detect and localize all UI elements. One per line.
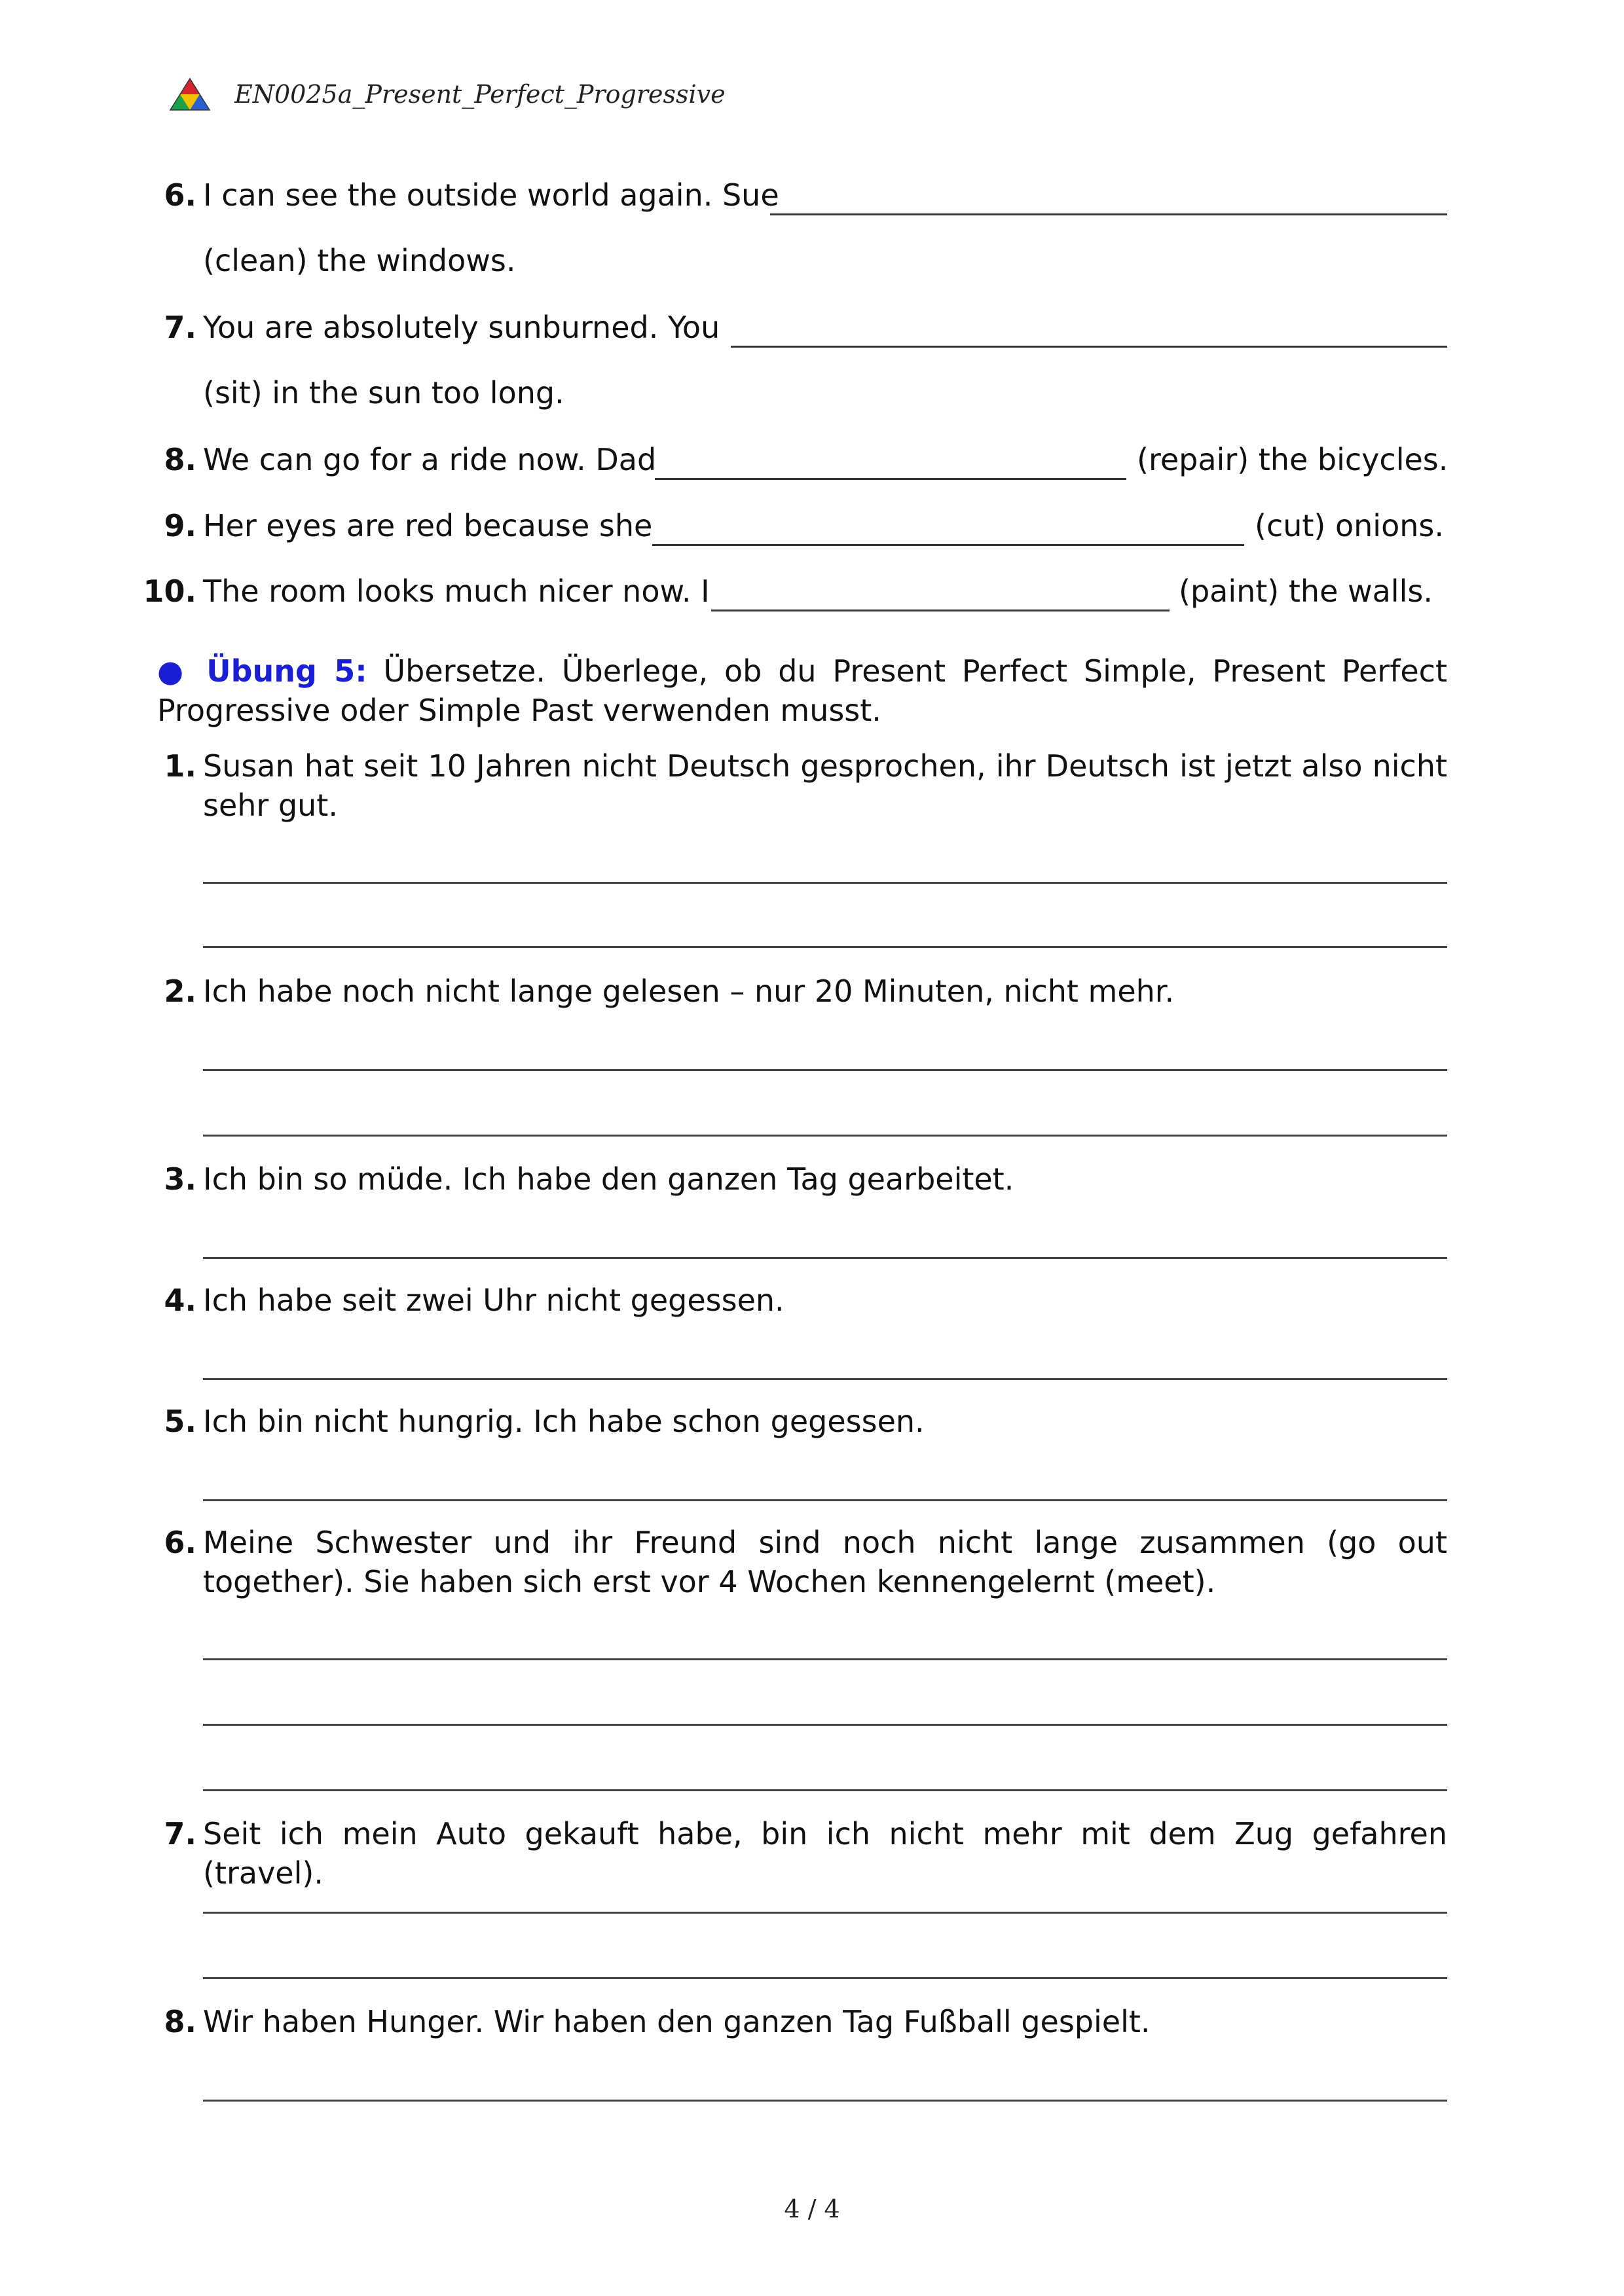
answer-line[interactable]	[203, 1912, 1447, 1914]
item-text: You are absolutely sunburned. You	[203, 310, 720, 345]
translation-prompt-8: Wir haben Hunger. Wir haben den ganzen Tag Fußball gespielt.	[203, 2004, 1151, 2039]
item-text: We can go for a ride now. Dad	[203, 442, 657, 477]
exercise-5-instruction	[157, 651, 1447, 691]
translation-prompt-7: Seit ich mein Auto gekauft habe, bin ich nicht mehr mit dem Zug gefahren (travel).	[203, 1816, 1447, 1891]
page-number: 4 / 4	[784, 2195, 840, 2223]
document-title: EN0025a_Present_Perfect_Progressive	[234, 80, 726, 109]
answer-blank[interactable]	[711, 610, 1170, 611]
item-number: 8.	[164, 442, 196, 477]
verb-hint: (paint) the walls.	[1179, 574, 1433, 609]
item-number: 6.	[164, 1525, 196, 1560]
item-number: 3.	[164, 1161, 196, 1197]
item-text: I can see the outside world again. Sue	[203, 177, 779, 213]
item-text: The room looks much nicer now. I	[203, 574, 710, 609]
answer-blank[interactable]	[731, 346, 1447, 348]
translation-prompt-3: Ich bin so müde. Ich habe den ganzen Tag gearbeitet.	[203, 1161, 1014, 1197]
answer-line[interactable]	[203, 1789, 1447, 1791]
item-number: 6.	[164, 177, 196, 213]
translation-prompt-6: Meine Schwester und ihr Freund sind noch nicht lange zusammen (go out together). Sie haben sich erst vor 4 Wochen kennengelernt (meet).	[203, 1525, 1447, 1599]
item-number: 7.	[164, 1816, 196, 1851]
answer-line[interactable]	[203, 2100, 1447, 2102]
answer-line[interactable]	[203, 1724, 1447, 1726]
translation-prompt-4: Ich habe seit zwei Uhr nicht gegessen.	[203, 1283, 784, 1318]
item-number: 4.	[164, 1283, 196, 1318]
verb-hint: (cut) onions.	[1255, 508, 1444, 543]
item-number: 9.	[164, 508, 196, 543]
answer-line[interactable]	[203, 1499, 1447, 1501]
item-number: 7.	[164, 310, 196, 345]
answer-blank[interactable]	[655, 478, 1126, 480]
answer-line[interactable]	[203, 882, 1447, 884]
item-text: Her eyes are red because she	[203, 508, 653, 543]
item-number: 1.	[164, 748, 196, 784]
answer-line[interactable]	[203, 1977, 1447, 1979]
triangle-logo-icon	[169, 77, 211, 111]
item-number: 10.	[143, 574, 196, 609]
verb-hint: (repair) the bicycles.	[1137, 442, 1449, 477]
item-number: 5.	[164, 1404, 196, 1439]
answer-line[interactable]	[203, 1257, 1447, 1259]
answer-line[interactable]	[203, 946, 1447, 948]
translation-prompt-5: Ich bin nicht hungrig. Ich habe schon gegessen.	[203, 1404, 925, 1439]
answer-blank[interactable]	[652, 544, 1244, 546]
answer-line[interactable]	[203, 1135, 1447, 1137]
answer-line[interactable]	[203, 1069, 1447, 1071]
answer-line[interactable]	[203, 1378, 1447, 1380]
translation-prompt-2: Ich habe noch nicht lange gelesen – nur 20 Minuten, nicht mehr.	[203, 974, 1175, 1009]
answer-blank[interactable]	[770, 213, 1447, 215]
item-text: (sit) in the sun too long.	[203, 375, 564, 410]
item-text: (clean) the windows.	[203, 243, 516, 278]
page-header	[169, 71, 726, 118]
exercise-5-instruction-line2: Progressive oder Simple Past verwenden musst.	[157, 693, 881, 728]
item-number: 2.	[164, 974, 196, 1009]
bullet-icon: ●	[157, 653, 191, 689]
translation-prompt-1: Susan hat seit 10 Jahren nicht Deutsch gesprochen, ihr Deutsch ist jetzt also nicht sehr gut.	[203, 748, 1447, 823]
exercise-label: Übung 5:	[206, 653, 367, 689]
answer-line[interactable]	[203, 1658, 1447, 1660]
instruction-text-line1: Übersetze. Überlege, ob du Present Perfect Simple, Present Perfect	[383, 653, 1448, 689]
item-number: 8.	[164, 2004, 196, 2039]
